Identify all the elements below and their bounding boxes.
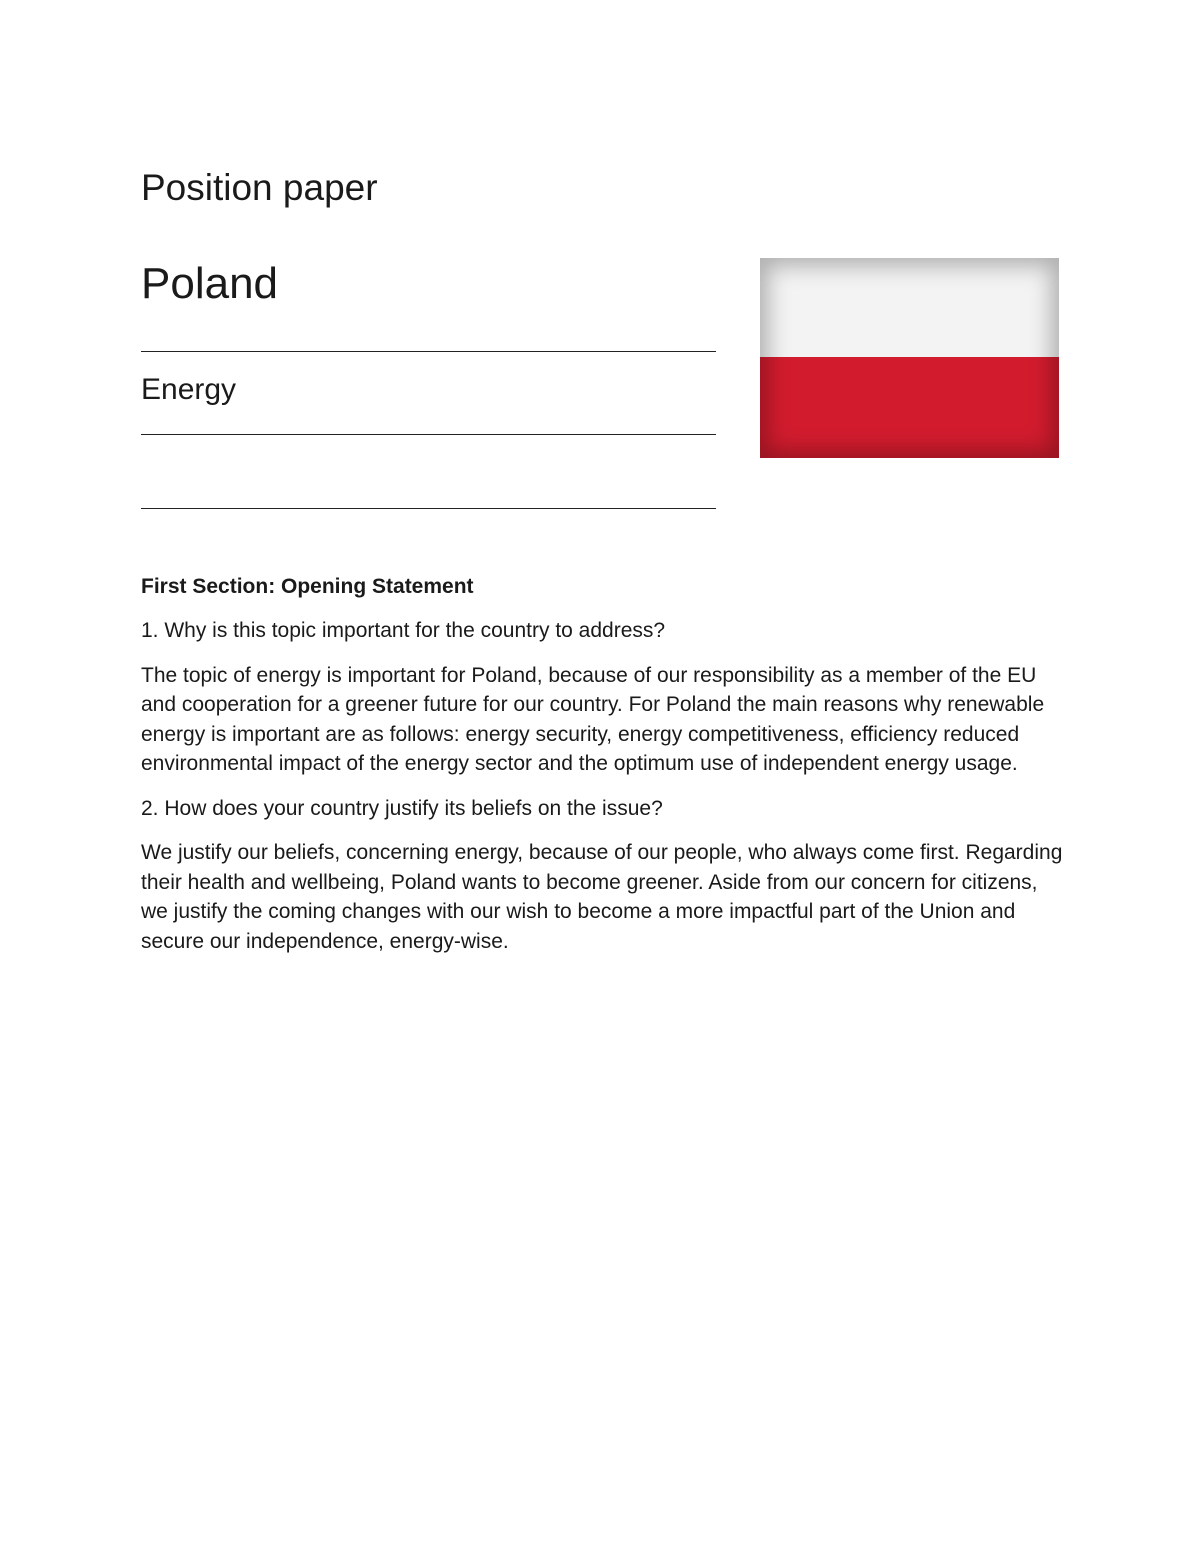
divider-line [141, 434, 716, 435]
divider-line [141, 351, 716, 352]
question-1: 1. Why is this topic important for the country to address? [141, 619, 666, 642]
question-2: 2. How does your country justify its beliefs on the issue? [141, 796, 663, 820]
document-title: Position paper [141, 167, 378, 208]
divider-line [141, 508, 716, 509]
answer-2: We justify our beliefs, concerning energy, because of our people, who always come first. Regarding their health and wellbeing, Poland wants to become greener. Aside from our concern for citizens, we justify the coming changes with our wish to become a more impactful part of the Union and secure our independence, energy-wise. [141, 841, 1063, 953]
answer-1: The topic of energy is important for Poland, because of our responsibility as a member of the EU and cooperation for a greener future for our country. For Poland the main reasons why renewable energy is important are as follows: energy security, energy competitiveness, efficiency reduced environmental impact of the energy sector and the optimum use of independent energy usage. [141, 663, 1045, 775]
topic-name: Energy [141, 373, 237, 406]
section-heading: First Section: Opening Statement [141, 575, 474, 598]
poland-flag-icon [760, 258, 1059, 458]
opening-statement-section [141, 572, 1066, 971]
country-name: Poland [141, 259, 279, 308]
flag-shading [760, 258, 1059, 458]
